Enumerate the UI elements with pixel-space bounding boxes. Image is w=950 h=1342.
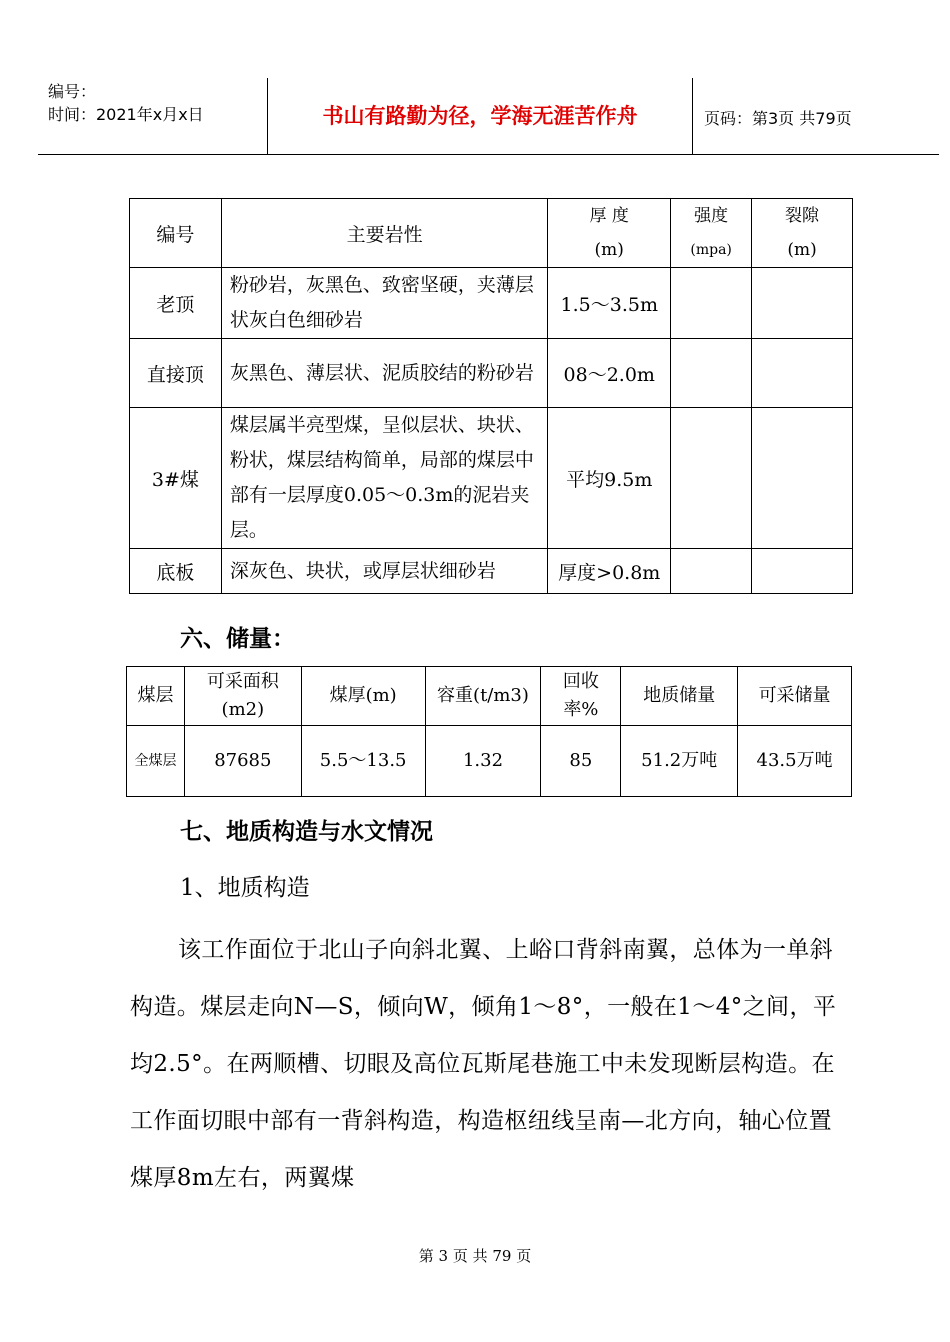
header-cell: 可采面积(m2) <box>184 667 301 726</box>
layer-thickness: 1.5～3.5m <box>548 268 671 339</box>
header-cell: 主要岩性 <box>221 199 547 268</box>
layer-strength <box>671 408 752 549</box>
table-cell: 51.2万吨 <box>621 726 738 797</box>
document-number-label: 编号： <box>48 82 97 101</box>
layer-strength <box>671 339 752 408</box>
header-cell: 厚 度 (m) <box>548 199 671 268</box>
layer-thickness: 平均9.5m <box>548 408 671 549</box>
table-cell: 1.32 <box>425 726 541 797</box>
table-row <box>130 339 853 408</box>
layer-name: 底板 <box>130 549 222 594</box>
table-cell: 全煤层 <box>127 726 185 797</box>
reserve-table <box>126 666 852 797</box>
layer-thickness: 厚度>0.8m <box>548 549 671 594</box>
section-heading-geology: 七、地质构造与水文情况 <box>180 819 433 845</box>
header-motto: 书山有路勤为径，学海无涯苦作舟 <box>322 104 638 128</box>
header-divider <box>692 78 693 155</box>
header-page-label: 页码：第3页 共79页 <box>704 109 852 128</box>
layer-lithology: 粉砂岩，灰黑色、致密坚硬，夹薄层状灰白色细砂岩 <box>221 268 547 339</box>
header-cell: 回收率% <box>541 667 621 726</box>
body-paragraph: 该工作面位于北山子向斜北翼、上峪口背斜南翼，总体为一单斜构造。煤层走向N—S，倾向W，倾角1～8°，一般在1～4°之间，平均2.5°。在两顺槽、切眼及高位瓦斯尾巷施工中未发现断层构造。在工作面切眼中部有一背斜构造，构造枢纽线呈南—北方向，轴心位置煤厚8m左右，两翼煤 <box>130 937 837 1191</box>
layer-fracture <box>752 339 853 408</box>
table-header-row <box>127 667 852 726</box>
table-row <box>130 549 853 594</box>
layer-fracture <box>752 268 853 339</box>
header-cell: 编号 <box>130 199 222 268</box>
layer-lithology: 灰黑色、薄层状、泥质胶结的粉砂岩 <box>221 339 547 408</box>
header-cell: 容重(t/m3) <box>425 667 541 726</box>
table-row <box>127 726 852 797</box>
header-cell: 煤厚(m) <box>301 667 425 726</box>
document-time-label: 时间：2021年x月x日 <box>48 105 204 124</box>
layer-name: 老顶 <box>130 268 222 339</box>
page-footer: 第 3 页 共 79 页 <box>418 1247 532 1265</box>
table-header-row <box>130 199 853 268</box>
header-cell: 可采储量 <box>738 667 852 726</box>
table-cell: 43.5万吨 <box>738 726 852 797</box>
layer-name: 3#煤 <box>130 408 222 549</box>
layer-thickness: 08～2.0m <box>548 339 671 408</box>
header-rule <box>38 154 939 155</box>
layer-lithology: 深灰色、块状，或厚层状细砂岩 <box>221 549 547 594</box>
header-cell: 煤层 <box>127 667 185 726</box>
table-row <box>130 408 853 549</box>
header-cell: 地质储量 <box>621 667 738 726</box>
table-cell: 85 <box>541 726 621 797</box>
section-heading-reserves: 六、储量： <box>180 626 295 652</box>
layer-strength <box>671 268 752 339</box>
layer-name: 直接顶 <box>130 339 222 408</box>
layer-strength <box>671 549 752 594</box>
rock-property-table <box>129 198 853 594</box>
subsection-heading: 1、地质构造 <box>180 875 310 901</box>
layer-lithology: 煤层属半亮型煤，呈似层状、块状、粉状，煤层结构简单，局部的煤层中部有一层厚度0.05～0.3m的泥岩夹层。 <box>221 408 547 549</box>
table-row <box>130 268 853 339</box>
layer-fracture <box>752 408 853 549</box>
header-meta <box>48 80 204 126</box>
header-cell: 强度 (mpa) <box>671 199 752 268</box>
header-cell: 裂隙 (m) <box>752 199 853 268</box>
layer-fracture <box>752 549 853 594</box>
table-cell: 5.5～13.5 <box>301 726 425 797</box>
table-cell: 87685 <box>184 726 301 797</box>
